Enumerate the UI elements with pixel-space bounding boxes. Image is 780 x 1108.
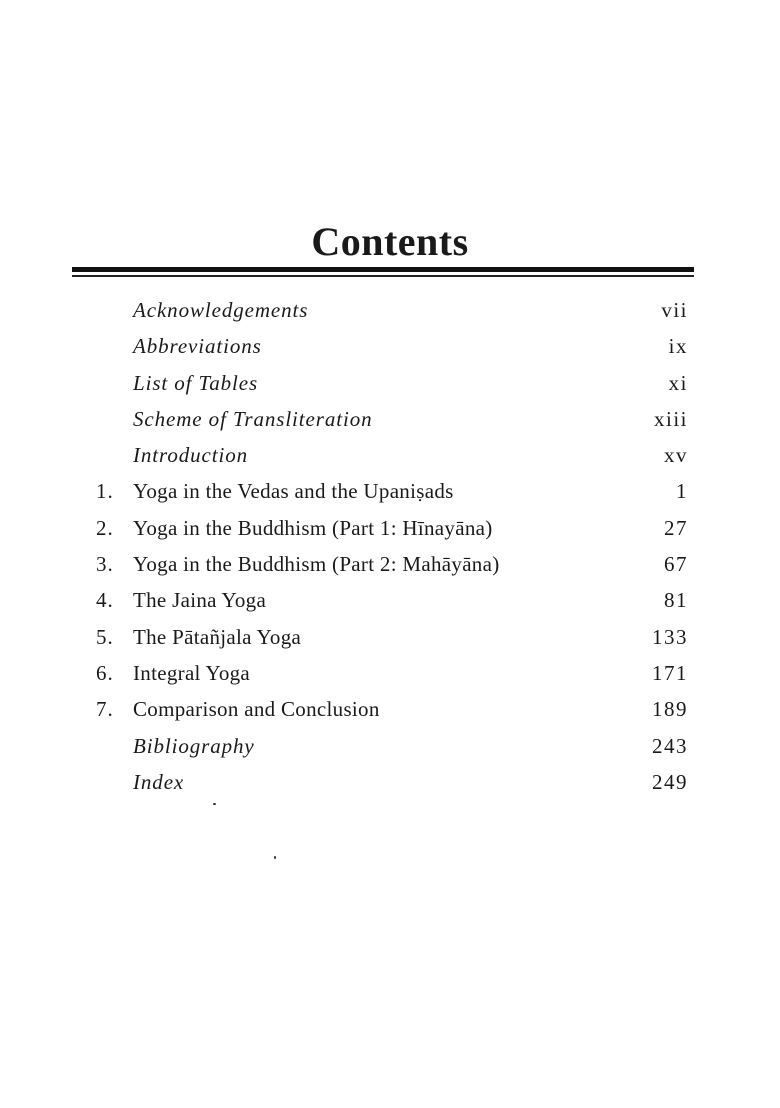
entry-number: 5. bbox=[96, 624, 114, 649]
entry-title: The Jaina Yoga bbox=[133, 588, 267, 613]
entry-title: Abbreviations bbox=[133, 334, 262, 359]
entry-page: 27 bbox=[664, 515, 688, 540]
entry-page: xi bbox=[668, 370, 688, 395]
toc-entry-chapter-4[interactable] bbox=[0, 584, 780, 620]
toc-entry-bibliography[interactable] bbox=[0, 730, 780, 766]
toc-entry-chapter-3[interactable] bbox=[0, 548, 780, 584]
entry-page: 1 bbox=[676, 479, 688, 504]
toc-entry-acknowledgements[interactable] bbox=[0, 294, 780, 330]
toc-entry-list-of-tables[interactable] bbox=[0, 367, 780, 403]
title-rule-thick bbox=[72, 267, 694, 272]
scan-speck bbox=[213, 803, 216, 805]
table-of-contents bbox=[0, 294, 780, 802]
entry-number: 1. bbox=[96, 479, 114, 504]
entry-title: Comparison and Conclusion bbox=[133, 697, 380, 722]
toc-entry-chapter-6[interactable] bbox=[0, 657, 780, 693]
entry-page: 67 bbox=[664, 552, 688, 577]
entry-page: 189 bbox=[652, 697, 688, 722]
entry-title: Yoga in the Buddhism (Part 2: Mahāyāna) bbox=[133, 552, 500, 577]
entry-title: Scheme of Transliteration bbox=[133, 406, 373, 431]
entry-page: 133 bbox=[652, 624, 688, 649]
toc-entry-chapter-5[interactable] bbox=[0, 621, 780, 657]
toc-entry-chapter-2[interactable] bbox=[0, 512, 780, 548]
entry-title: List of Tables bbox=[133, 370, 259, 395]
entry-number: 7. bbox=[96, 697, 114, 722]
entry-title: Bibliography bbox=[133, 733, 255, 758]
entry-title: Integral Yoga bbox=[133, 660, 251, 685]
entry-number: 2. bbox=[96, 515, 114, 540]
entry-page: xv bbox=[664, 443, 688, 468]
entry-page: vii bbox=[661, 298, 688, 322]
scan-speck bbox=[274, 856, 276, 859]
toc-entry-chapter-1[interactable] bbox=[0, 475, 780, 511]
entry-title: Introduction bbox=[133, 443, 249, 468]
toc-entry-index[interactable] bbox=[0, 766, 780, 802]
entry-page: 81 bbox=[664, 588, 688, 613]
toc-entry-abbreviations[interactable] bbox=[0, 330, 780, 366]
toc-entry-chapter-7[interactable] bbox=[0, 693, 780, 729]
toc-entry-introduction[interactable] bbox=[0, 439, 780, 475]
entry-page: ix bbox=[668, 334, 688, 359]
entry-title: Yoga in the Vedas and the Upaniṣads bbox=[133, 479, 454, 504]
entry-page: 171 bbox=[652, 660, 688, 685]
toc-entry-transliteration[interactable] bbox=[0, 403, 780, 439]
entry-title: Acknowledgements bbox=[133, 298, 309, 322]
title-rule-thin bbox=[72, 275, 694, 277]
entry-page: 249 bbox=[652, 769, 688, 794]
entry-title: The Pātañjala Yoga bbox=[133, 624, 302, 649]
entry-number: 6. bbox=[96, 660, 114, 685]
page-title: Contents bbox=[311, 219, 469, 264]
entry-title: Yoga in the Buddhism (Part 1: Hīnayāna) bbox=[133, 515, 493, 540]
entry-number: 3. bbox=[96, 552, 114, 577]
entry-number: 4. bbox=[96, 588, 114, 613]
entry-page: 243 bbox=[652, 733, 688, 758]
entry-page: xiii bbox=[653, 406, 688, 431]
entry-title: Index bbox=[133, 769, 185, 794]
